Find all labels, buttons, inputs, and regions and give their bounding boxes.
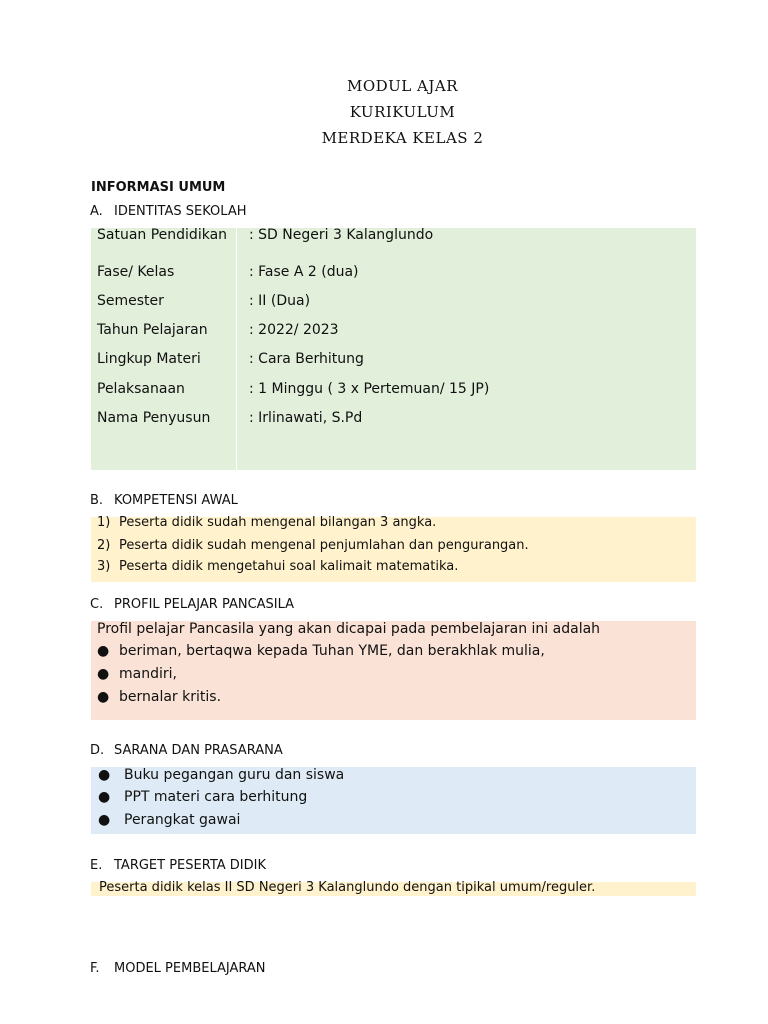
list-item	[97, 515, 436, 530]
section-e-title: TARGET PESERTA DIDIK	[114, 858, 266, 873]
section-e-number: E.	[90, 858, 103, 873]
sarana-box	[91, 767, 696, 834]
section-heading: INFORMASI UMUM	[91, 180, 226, 195]
section-a-label	[90, 204, 247, 219]
identitas-value: : II (Dua)	[249, 293, 311, 309]
identitas-value: : Irlinawati, S.Pd	[249, 410, 363, 426]
list-item	[97, 538, 529, 553]
list-text: Peserta didik sudah mengenal bilangan 3 angka.	[119, 515, 437, 530]
bullet-icon: ●	[98, 767, 111, 783]
target-text: Peserta didik kelas II SD Negeri 3 Kalanglundo dengan tipikal umum/reguler.	[99, 880, 596, 895]
section-c-title: PROFIL PELAJAR PANCASILA	[114, 597, 295, 612]
section-c-label	[90, 597, 294, 612]
profil-intro: Profil pelajar Pancasila yang akan dicapai pada pembelajaran ini adalah	[97, 621, 601, 637]
bullet-icon: ●	[97, 643, 110, 659]
bullet-icon: ●	[98, 789, 111, 805]
bullet-icon: ●	[97, 689, 110, 705]
identitas-key: Tahun Pelajaran	[97, 322, 208, 338]
section-d-title: SARANA DAN PRASARANA	[114, 743, 283, 758]
list-text: bernalar kritis.	[119, 689, 222, 705]
list-text: mandiri,	[119, 666, 177, 682]
identitas-table	[91, 228, 696, 470]
identitas-value: : Fase A 2 (dua)	[249, 264, 359, 280]
list-item	[97, 559, 458, 574]
identitas-key: Fase/ Kelas	[97, 264, 175, 280]
identitas-value: : SD Negeri 3 Kalanglundo	[249, 227, 434, 243]
identitas-key: Nama Penyusun	[97, 410, 211, 426]
section-b-label	[90, 493, 238, 508]
section-f-label	[90, 961, 266, 976]
section-f-number: F.	[90, 961, 100, 976]
section-c-number: C.	[90, 597, 104, 612]
identitas-value: : Cara Berhitung	[249, 351, 364, 367]
profil-pelajar-box	[91, 621, 696, 720]
list-number: 1)	[97, 515, 111, 530]
section-e-label	[90, 858, 266, 873]
section-d-label	[90, 743, 283, 758]
document-title-line-3: MERDEKA KELAS 2	[321, 129, 484, 147]
bullet-icon: ●	[97, 666, 110, 682]
section-a-title: IDENTITAS SEKOLAH	[114, 204, 247, 219]
section-d-number: D.	[90, 743, 105, 758]
target-box	[91, 882, 696, 896]
section-b-title: KOMPETENSI AWAL	[114, 493, 238, 508]
identitas-key: Pelaksanaan	[97, 381, 185, 397]
list-text: Buku pegangan guru dan siswa	[124, 767, 345, 783]
list-number: 2)	[97, 538, 111, 553]
list-number: 3)	[97, 559, 111, 574]
section-b-number: B.	[90, 493, 104, 508]
identitas-key: Lingkup Materi	[97, 351, 201, 367]
list-text: PPT materi cara berhitung	[124, 789, 308, 805]
section-a-number: A.	[90, 204, 103, 219]
list-text: Peserta didik sudah mengenal penjumlahan dan pengurangan.	[119, 538, 529, 553]
bullet-icon: ●	[98, 812, 111, 828]
identitas-key: Semester	[97, 293, 164, 309]
kompetensi-awal-box	[91, 517, 696, 582]
list-text: beriman, bertaqwa kepada Tuhan YME, dan berakhlak mulia,	[119, 643, 545, 659]
identitas-key: Satuan Pendidikan	[97, 227, 228, 243]
document-title-line-1: MODUL AJAR	[346, 77, 459, 95]
identitas-value: : 2022/ 2023	[249, 322, 339, 338]
list-text: Peserta didik mengetahui soal kalimait matematika.	[119, 559, 459, 574]
document-title-line-2: KURIKULUM	[349, 103, 456, 121]
identitas-value: : 1 Minggu ( 3 x Pertemuan/ 15 JP)	[249, 381, 490, 397]
list-text: Perangkat gawai	[124, 812, 241, 828]
section-f-title: MODEL PEMBELAJARAN	[114, 961, 266, 976]
